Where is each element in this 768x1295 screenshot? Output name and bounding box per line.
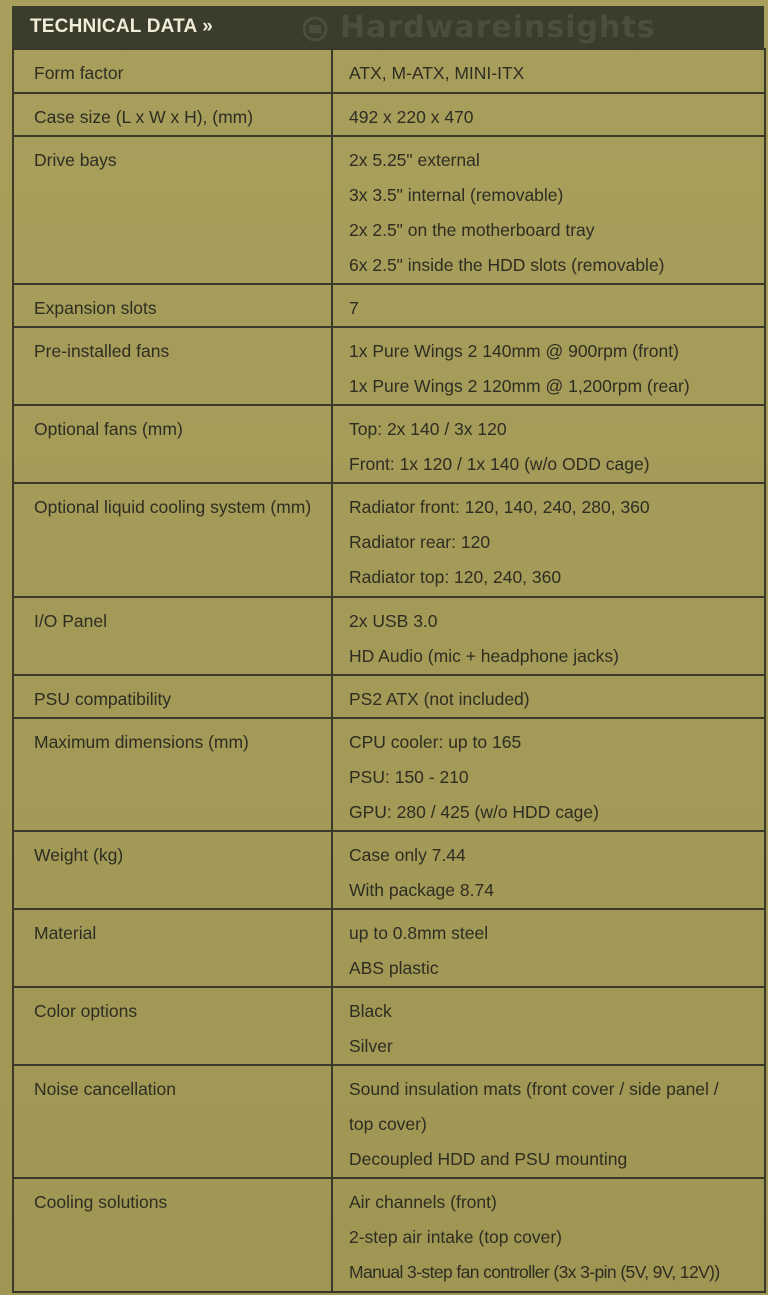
watermark-text: Hardwareinsights: [340, 10, 656, 45]
watermark-logo-icon: [300, 16, 330, 42]
table-row: [13, 136, 765, 284]
spec-value: 3x 3.5" internal (removable): [349, 185, 564, 205]
spec-value-cell: [332, 284, 765, 327]
spec-label: Drive bays: [13, 136, 332, 284]
spec-value: Radiator front: 120, 140, 240, 280, 360: [349, 497, 650, 517]
spec-value: HD Audio (mic + headphone jacks): [349, 646, 619, 666]
table-row: [13, 1178, 765, 1292]
table-row: [13, 93, 765, 136]
spec-label: Weight (kg): [13, 831, 332, 909]
spec-value: PS2 ATX (not included): [349, 689, 530, 709]
spec-value: 492 x 220 x 470: [349, 107, 474, 127]
spec-value-cell: [332, 831, 765, 909]
table-row: [13, 831, 765, 909]
spec-label: Optional fans (mm): [13, 405, 332, 483]
spec-value-cell: [332, 327, 765, 405]
spec-value: GPU: 280 / 425 (w/o HDD cage): [349, 802, 599, 822]
spec-label: Material: [13, 909, 332, 987]
table-row: [13, 327, 765, 405]
spec-value: Radiator top: 120, 240, 360: [349, 567, 562, 587]
table-row: [13, 483, 765, 597]
spec-value: Silver: [349, 1036, 393, 1056]
spec-value: 1x Pure Wings 2 120mm @ 1,200rpm (rear): [349, 376, 690, 396]
spec-value: 2x USB 3.0: [349, 611, 438, 631]
spec-label: Maximum dimensions (mm): [13, 718, 332, 831]
spec-value: ABS plastic: [349, 958, 439, 978]
spec-label: Color options: [13, 987, 332, 1065]
spec-value: With package 8.74: [349, 880, 494, 900]
spec-value-cell: [332, 136, 765, 284]
spec-value: top cover): [349, 1114, 427, 1134]
spec-value: Radiator rear: 120: [349, 532, 491, 552]
spec-value: Case only 7.44: [349, 845, 466, 865]
table-row: [13, 284, 765, 327]
spec-value: 7: [349, 298, 359, 318]
spec-label: Pre-installed fans: [13, 327, 332, 405]
spec-value-cell: [332, 483, 765, 597]
spec-value: ATX, M-ATX, MINI-ITX: [349, 63, 525, 83]
spec-value-cell: [332, 718, 765, 831]
spec-label: PSU compatibility: [13, 675, 332, 718]
spec-value: 1x Pure Wings 2 140mm @ 900rpm (front): [349, 341, 679, 361]
spec-value: Sound insulation mats (front cover / side panel /: [349, 1079, 719, 1099]
spec-value: PSU: 150 - 210: [349, 767, 469, 787]
spec-label: Optional liquid cooling system (mm): [13, 483, 332, 597]
table-row: [13, 597, 765, 675]
header-title: TECHNICAL DATA »: [30, 16, 213, 37]
table-row: [13, 1065, 765, 1178]
spec-label: Noise cancellation: [13, 1065, 332, 1178]
table-row: [13, 909, 765, 987]
spec-value: CPU cooler: up to 165: [349, 732, 522, 752]
technical-data-table: [12, 48, 766, 1293]
spec-value: Air channels (front): [349, 1192, 497, 1212]
spec-value: Top: 2x 140 / 3x 120: [349, 419, 507, 439]
spec-value: 2x 5.25" external: [349, 150, 480, 170]
spec-value: Decoupled HDD and PSU mounting: [349, 1149, 628, 1169]
spec-value: 2-step air intake (top cover): [349, 1227, 563, 1247]
spec-label: Expansion slots: [13, 284, 332, 327]
spec-value-cell: [332, 49, 765, 93]
spec-label: Form factor: [13, 49, 332, 93]
spec-value: Manual 3-step fan controller (3x 3-pin (5V, 9V, 12V)): [349, 1262, 720, 1282]
spec-value-cell: [332, 405, 765, 483]
table-row: [13, 718, 765, 831]
spec-value: Black: [349, 1001, 392, 1021]
spec-value-cell: [332, 675, 765, 718]
table-row: [13, 405, 765, 483]
table-row: [13, 49, 765, 93]
spec-value: Front: 1x 120 / 1x 140 (w/o ODD cage): [349, 454, 650, 474]
spec-label: I/O Panel: [13, 597, 332, 675]
header-bar: [12, 6, 764, 48]
spec-value: up to 0.8mm steel: [349, 923, 489, 943]
spec-value-cell: [332, 987, 765, 1065]
spec-value: 6x 2.5" inside the HDD slots (removable): [349, 255, 665, 275]
spec-value-cell: [332, 1065, 765, 1178]
spec-value-cell: [332, 1178, 765, 1292]
spec-value-cell: [332, 909, 765, 987]
table-row: [13, 675, 765, 718]
spec-label: Cooling solutions: [13, 1178, 332, 1292]
spec-value-cell: [332, 93, 765, 136]
table-row: [13, 987, 765, 1065]
spec-label: Case size (L x W x H), (mm): [13, 93, 332, 136]
spec-value-cell: [332, 597, 765, 675]
spec-value: 2x 2.5" on the motherboard tray: [349, 220, 595, 240]
